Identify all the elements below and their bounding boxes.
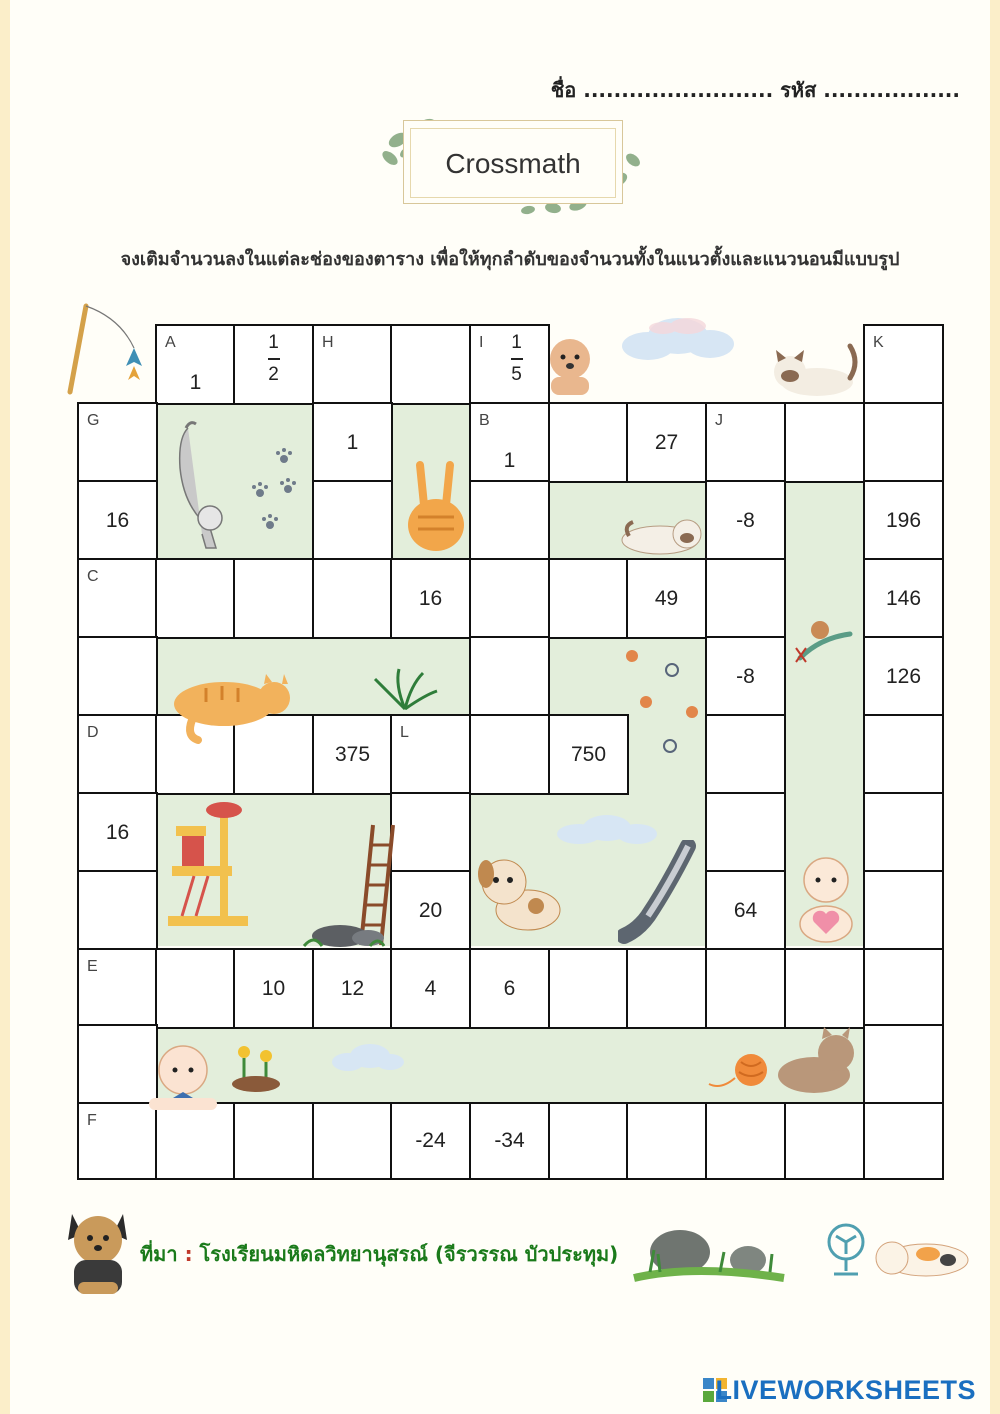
cell-r8c1[interactable] (77, 870, 158, 951)
rocks-grass-icon (630, 1212, 790, 1282)
cell-r4c4[interactable] (312, 558, 393, 639)
yorkie-dog-icon (60, 1200, 135, 1298)
cell-value: 375 (334, 742, 371, 766)
cell-F[interactable] (77, 1102, 158, 1180)
cell-r7c5[interactable] (390, 792, 471, 873)
cell-r6c6[interactable] (469, 714, 550, 795)
cell-I[interactable] (469, 324, 550, 405)
liveworksheets-logo: LIVEWORKSHEETS (715, 1375, 976, 1405)
cell-G[interactable] (77, 402, 158, 483)
cell-r2c8[interactable] (626, 402, 707, 483)
fraction-numerator: 1 (268, 332, 279, 353)
cell-label-L: L (400, 724, 409, 741)
fan-icon (824, 1222, 869, 1277)
cell-value: 1 (189, 371, 202, 394)
cell-label-K: K (873, 334, 884, 351)
cell-value: -8 (736, 508, 755, 532)
cell-value: -8 (736, 664, 755, 688)
cell-r4c6[interactable] (469, 558, 550, 639)
cell-value: 146 (885, 586, 922, 610)
cell-r11c5[interactable] (390, 1102, 471, 1180)
cell-value: 20 (418, 898, 443, 922)
cell-value: 1 (503, 449, 516, 472)
cell-r11c4[interactable] (312, 1102, 393, 1180)
cell-r2c7[interactable] (548, 402, 629, 483)
cell-E[interactable] (77, 948, 158, 1029)
grass-tuft-icon (370, 665, 440, 710)
cell-label-E: E (87, 958, 98, 975)
cell-r11c3[interactable] (233, 1102, 314, 1180)
cell-L[interactable] (390, 714, 471, 795)
sleeping-orange-cat-icon (162, 666, 302, 746)
credit-prefix: ที่มา (140, 1242, 178, 1266)
cell-r5c6[interactable] (469, 636, 550, 717)
paw-prints-icon (616, 640, 706, 760)
cell-r2c10[interactable] (784, 402, 865, 483)
cell-label-J: J (715, 412, 723, 429)
puppy-with-bowtie-icon (145, 1040, 220, 1112)
sleeping-kitten-icon (770, 1025, 865, 1100)
cell-r3c6[interactable] (469, 480, 550, 561)
cell-r6c11[interactable] (863, 714, 944, 795)
cell-value: -34 (494, 1129, 525, 1152)
cell-r7c9[interactable] (705, 792, 786, 873)
cell-r9c7[interactable] (548, 948, 629, 1029)
cell-r11c10[interactable] (784, 1102, 865, 1180)
cell-value: 16 (105, 820, 130, 844)
paw-prints-icon (248, 445, 308, 535)
cell-r5c1[interactable] (77, 636, 158, 717)
cell-K[interactable] (863, 324, 944, 405)
fraction-numerator: 1 (511, 332, 522, 353)
cell-r7c11[interactable] (863, 792, 944, 873)
yarn-toy-icon (790, 618, 860, 673)
cell-r9c5[interactable] (390, 948, 471, 1029)
cell-r4c11[interactable] (863, 558, 944, 639)
cell-r5c9[interactable] (705, 636, 786, 717)
cell-r8c9[interactable] (705, 870, 786, 951)
cell-value: 16 (418, 586, 443, 610)
cell-r7c1[interactable] (77, 792, 158, 873)
walking-cat-icon (160, 418, 230, 558)
cell-value: 12 (340, 976, 365, 1000)
cell-r1c5[interactable] (390, 324, 471, 405)
cell-label-B: B (479, 412, 490, 429)
orange-cat-climbing-icon (398, 455, 473, 555)
cell-r9c6[interactable] (469, 948, 550, 1029)
puppy-icon (470, 848, 570, 943)
cell-r10c11[interactable] (863, 1024, 944, 1105)
credit-text: โรงเรียนมหิดลวิทยานุสรณ์ (จีรวรรณ บัวประทุม) (199, 1242, 619, 1266)
cell-r11c6[interactable] (469, 1102, 550, 1180)
cell-r9c2[interactable] (155, 948, 236, 1029)
cell-label-I: I (479, 334, 484, 351)
cell-value: 64 (733, 898, 758, 922)
cell-r4c2[interactable] (155, 558, 236, 639)
cell-label-G: G (87, 412, 100, 429)
siamese-cat-icon (762, 338, 862, 402)
fraction-denominator: 5 (511, 364, 522, 385)
cell-r4c3[interactable] (233, 558, 314, 639)
cell-r6c9[interactable] (705, 714, 786, 795)
cell-r8c11[interactable] (863, 870, 944, 951)
cell-J[interactable] (705, 402, 786, 483)
cell-value: 6 (503, 976, 516, 1000)
cell-H[interactable] (312, 324, 393, 405)
flower-pot-icon (230, 1042, 285, 1094)
cell-r2c11[interactable] (863, 402, 944, 483)
cell-A[interactable] (155, 324, 236, 405)
cell-r11c2[interactable] (155, 1102, 236, 1180)
cell-D[interactable] (77, 714, 158, 795)
fraction (235, 332, 312, 386)
cell-label-F: F (87, 1112, 97, 1129)
cell-r6c4[interactable] (312, 714, 393, 795)
cell-r3c9[interactable] (705, 480, 786, 561)
cell-B[interactable] (469, 402, 550, 483)
cell-r4c7[interactable] (548, 558, 629, 639)
cell-value: 1 (346, 430, 359, 454)
cell-label-A: A (165, 334, 176, 351)
cell-C[interactable] (77, 558, 158, 639)
cell-r9c4[interactable] (312, 948, 393, 1029)
cloud-icon (330, 1040, 405, 1075)
cell-r2c4[interactable] (312, 402, 393, 483)
cell-r4c9[interactable] (705, 558, 786, 639)
cell-label-D: D (87, 724, 99, 741)
white-cat-lying-icon (615, 506, 710, 558)
puppy-peeking-icon (545, 333, 595, 398)
credit-colon: : (177, 1242, 200, 1266)
cat-tree-icon (162, 796, 252, 946)
cell-r3c4[interactable] (312, 480, 393, 561)
cell-r4c5[interactable] (390, 558, 471, 639)
fraction-denominator: 2 (268, 364, 279, 385)
instruction-text: จงเติมจำนวนลงในแต่ละช่องของตาราง เพื่อให้ทุกลำดับของจำนวนทั้งในแนวตั้งและแนวนอนมีแบบรูป (120, 249, 900, 270)
yarn-ball-icon (705, 1048, 775, 1098)
cell-r9c10[interactable] (784, 948, 865, 1029)
cell-value: 49 (654, 586, 679, 610)
cloud-icon (618, 308, 738, 368)
cell-r5c11[interactable] (863, 636, 944, 717)
cell-fraction-half[interactable] (233, 324, 314, 405)
cell-r4c8[interactable] (626, 558, 707, 639)
cell-r11c7[interactable] (548, 1102, 629, 1180)
cell-value: -24 (415, 1129, 446, 1152)
cell-value: 4 (424, 976, 437, 1000)
cell-r9c11[interactable] (863, 948, 944, 1029)
cell-r11c11[interactable] (863, 1102, 944, 1180)
cell-value: 16 (105, 508, 130, 532)
page-title: Crossmath (445, 148, 581, 179)
fraction (485, 332, 548, 386)
cell-r9c3[interactable] (233, 948, 314, 1029)
cell-r8c5[interactable] (390, 870, 471, 951)
calico-cat-lying-icon (868, 1228, 973, 1280)
cell-label-C: C (87, 568, 99, 585)
fishing-rod-toy-icon (60, 300, 150, 400)
cell-label-H: H (322, 334, 334, 351)
cell-r3c1[interactable] (77, 480, 158, 561)
cell-r9c8[interactable] (626, 948, 707, 1029)
cell-r9c9[interactable] (705, 948, 786, 1029)
rocks-icon (300, 912, 390, 947)
cell-value: 27 (654, 430, 679, 454)
cell-value: 750 (570, 742, 607, 766)
jumping-cat-icon (618, 840, 708, 945)
puppy-with-heart-icon (788, 852, 863, 944)
cell-r11c8[interactable] (626, 1102, 707, 1180)
cell-value: 10 (261, 976, 286, 1000)
cell-value: 196 (885, 508, 922, 532)
cell-value: 126 (885, 664, 922, 688)
name-and-id-line: ชื่อ ......................... รหัส .................. (550, 78, 960, 102)
cell-r3c11[interactable] (863, 480, 944, 561)
cell-r11c9[interactable] (705, 1102, 786, 1180)
source-credit (140, 1238, 618, 1270)
